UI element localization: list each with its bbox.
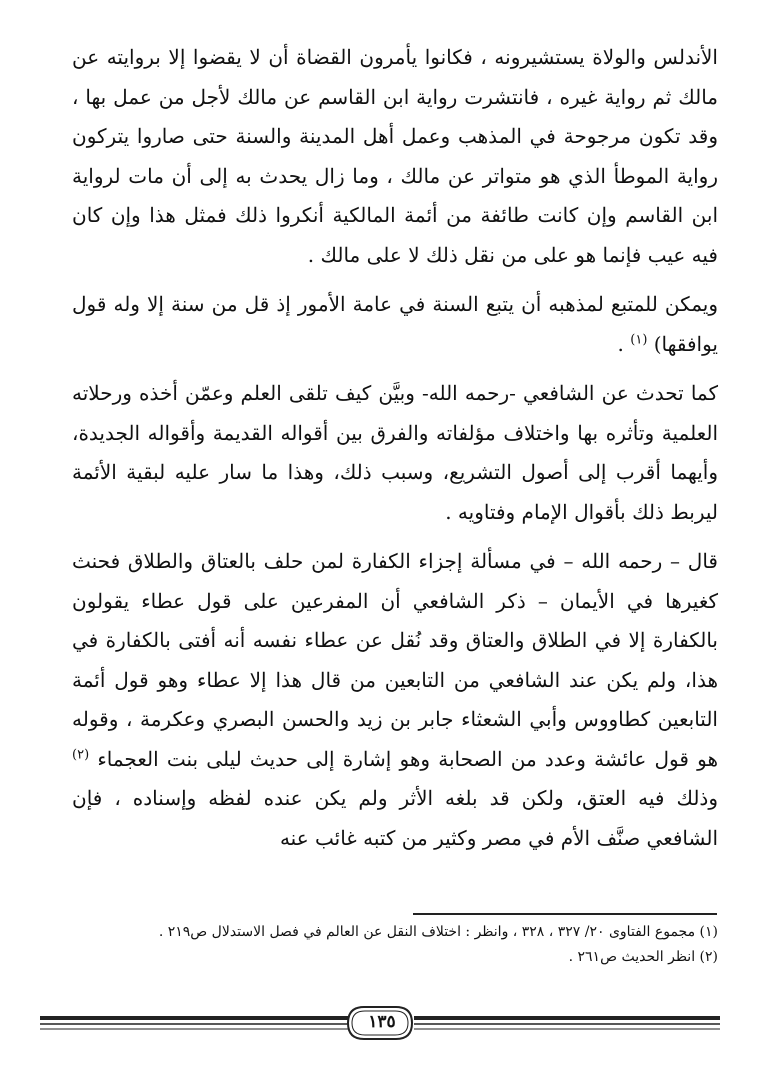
- paragraph-1: [72, 38, 718, 275]
- footnote-ref-2[interactable]: (٢): [72, 746, 90, 762]
- paragraph-4-text: قال – رحمه الله – في مسألة إجزاء الكفارة لمن حلف بالعتاق والطلاق فحنث كغيرها في الأيمان – ذكر الشافعي أن المفرعين على قول عطاء يقولون بالكفارة إلا في الطلاق والعتاق وقد نُقل عن عطاء نفسه أنه أفتى بالكفارة في هذا، ولم يكن عند الشافعي من التابعين من قال هذا إلا عطاء وهو قول أئمة التابعين كطاووس وأبي الشعثاء جابر بن زيد والحسن البصري وعكرمة ، وقوله هو قول عائشة وعدد من الصحابة وهو إشارة إلى حديث ليلى بنت العجماء: [72, 549, 718, 771]
- paragraph-1-text: الأندلس والولاة يستشيرونه ، فكانوا يأمرون القضاة أن لا يقضوا إلا بروايته عن مالك ثم رواية غيره ، فانتشرت رواية ابن القاسم عن مالك لأجل من عمل بها ، وقد تكون مرجوحة في المذهب وعمل أهل المدينة والسنة حتى صاروا يتركون رواية الموطأ الذي هو متواتر عن مالك ، وما زال يحدث به إلى أن مات لرواية ابن القاسم وإن كانت طائفة من أئمة المالكية أنكروا ذلك فمثل هذا وإن كان فيه عيب فإنما هو على من نقل ذلك لا على مالك .: [72, 45, 718, 267]
- footnote-separator: [413, 913, 717, 915]
- footnotes: [72, 920, 718, 970]
- paragraph-3: [72, 374, 718, 532]
- footnote-ref-1[interactable]: (١): [630, 331, 648, 347]
- paragraph-4-end: وذلك فيه العتق، ولكن قد بلغه الأثر ولم يكن عنده لفظه وإسناده ، فإن الشافعي صنَّف الأم في مصر وكثير من كتبه غائب عنه: [72, 786, 718, 850]
- footnote-2: (٢) انظر الحديث ص٢٦١ .: [568, 949, 718, 965]
- paragraph-3-text: كما تحدث عن الشافعي -رحمه الله- وبيَّن كيف تلقى العلم وعمّن أخذه ورحلاته العلمية وتأثره بها واختلاف مؤلفاته والفرق بين أقواله القديمة وأقواله الجديدة، وأيهما أقرب إلى أصول التشريع، وسبب ذلك، وهذا ما سار عليه لبقية الأئمة ليربط ذلك بأقوال الإمام وفتاويه .: [72, 381, 718, 524]
- paragraph-2-end: .: [617, 331, 631, 356]
- paragraph-2-text: ويمكن للمتبع لمذهبه أن يتبع السنة في عامة الأمور إذ قل من سنة إلا وله قول يوافقها): [72, 292, 718, 356]
- paragraph-2: [72, 285, 718, 364]
- main-text: [72, 38, 718, 858]
- page-number: ١٣٥: [368, 1012, 396, 1032]
- paragraph-4: [72, 542, 718, 858]
- footnote-1: (١) مجموع الفتاوى ٢٠/ ٣٢٧ ، ٣٢٨ ، وانظر : اختلاف النقل عن العالم في فصل الاستدلال ص٢١٩ .: [158, 924, 718, 940]
